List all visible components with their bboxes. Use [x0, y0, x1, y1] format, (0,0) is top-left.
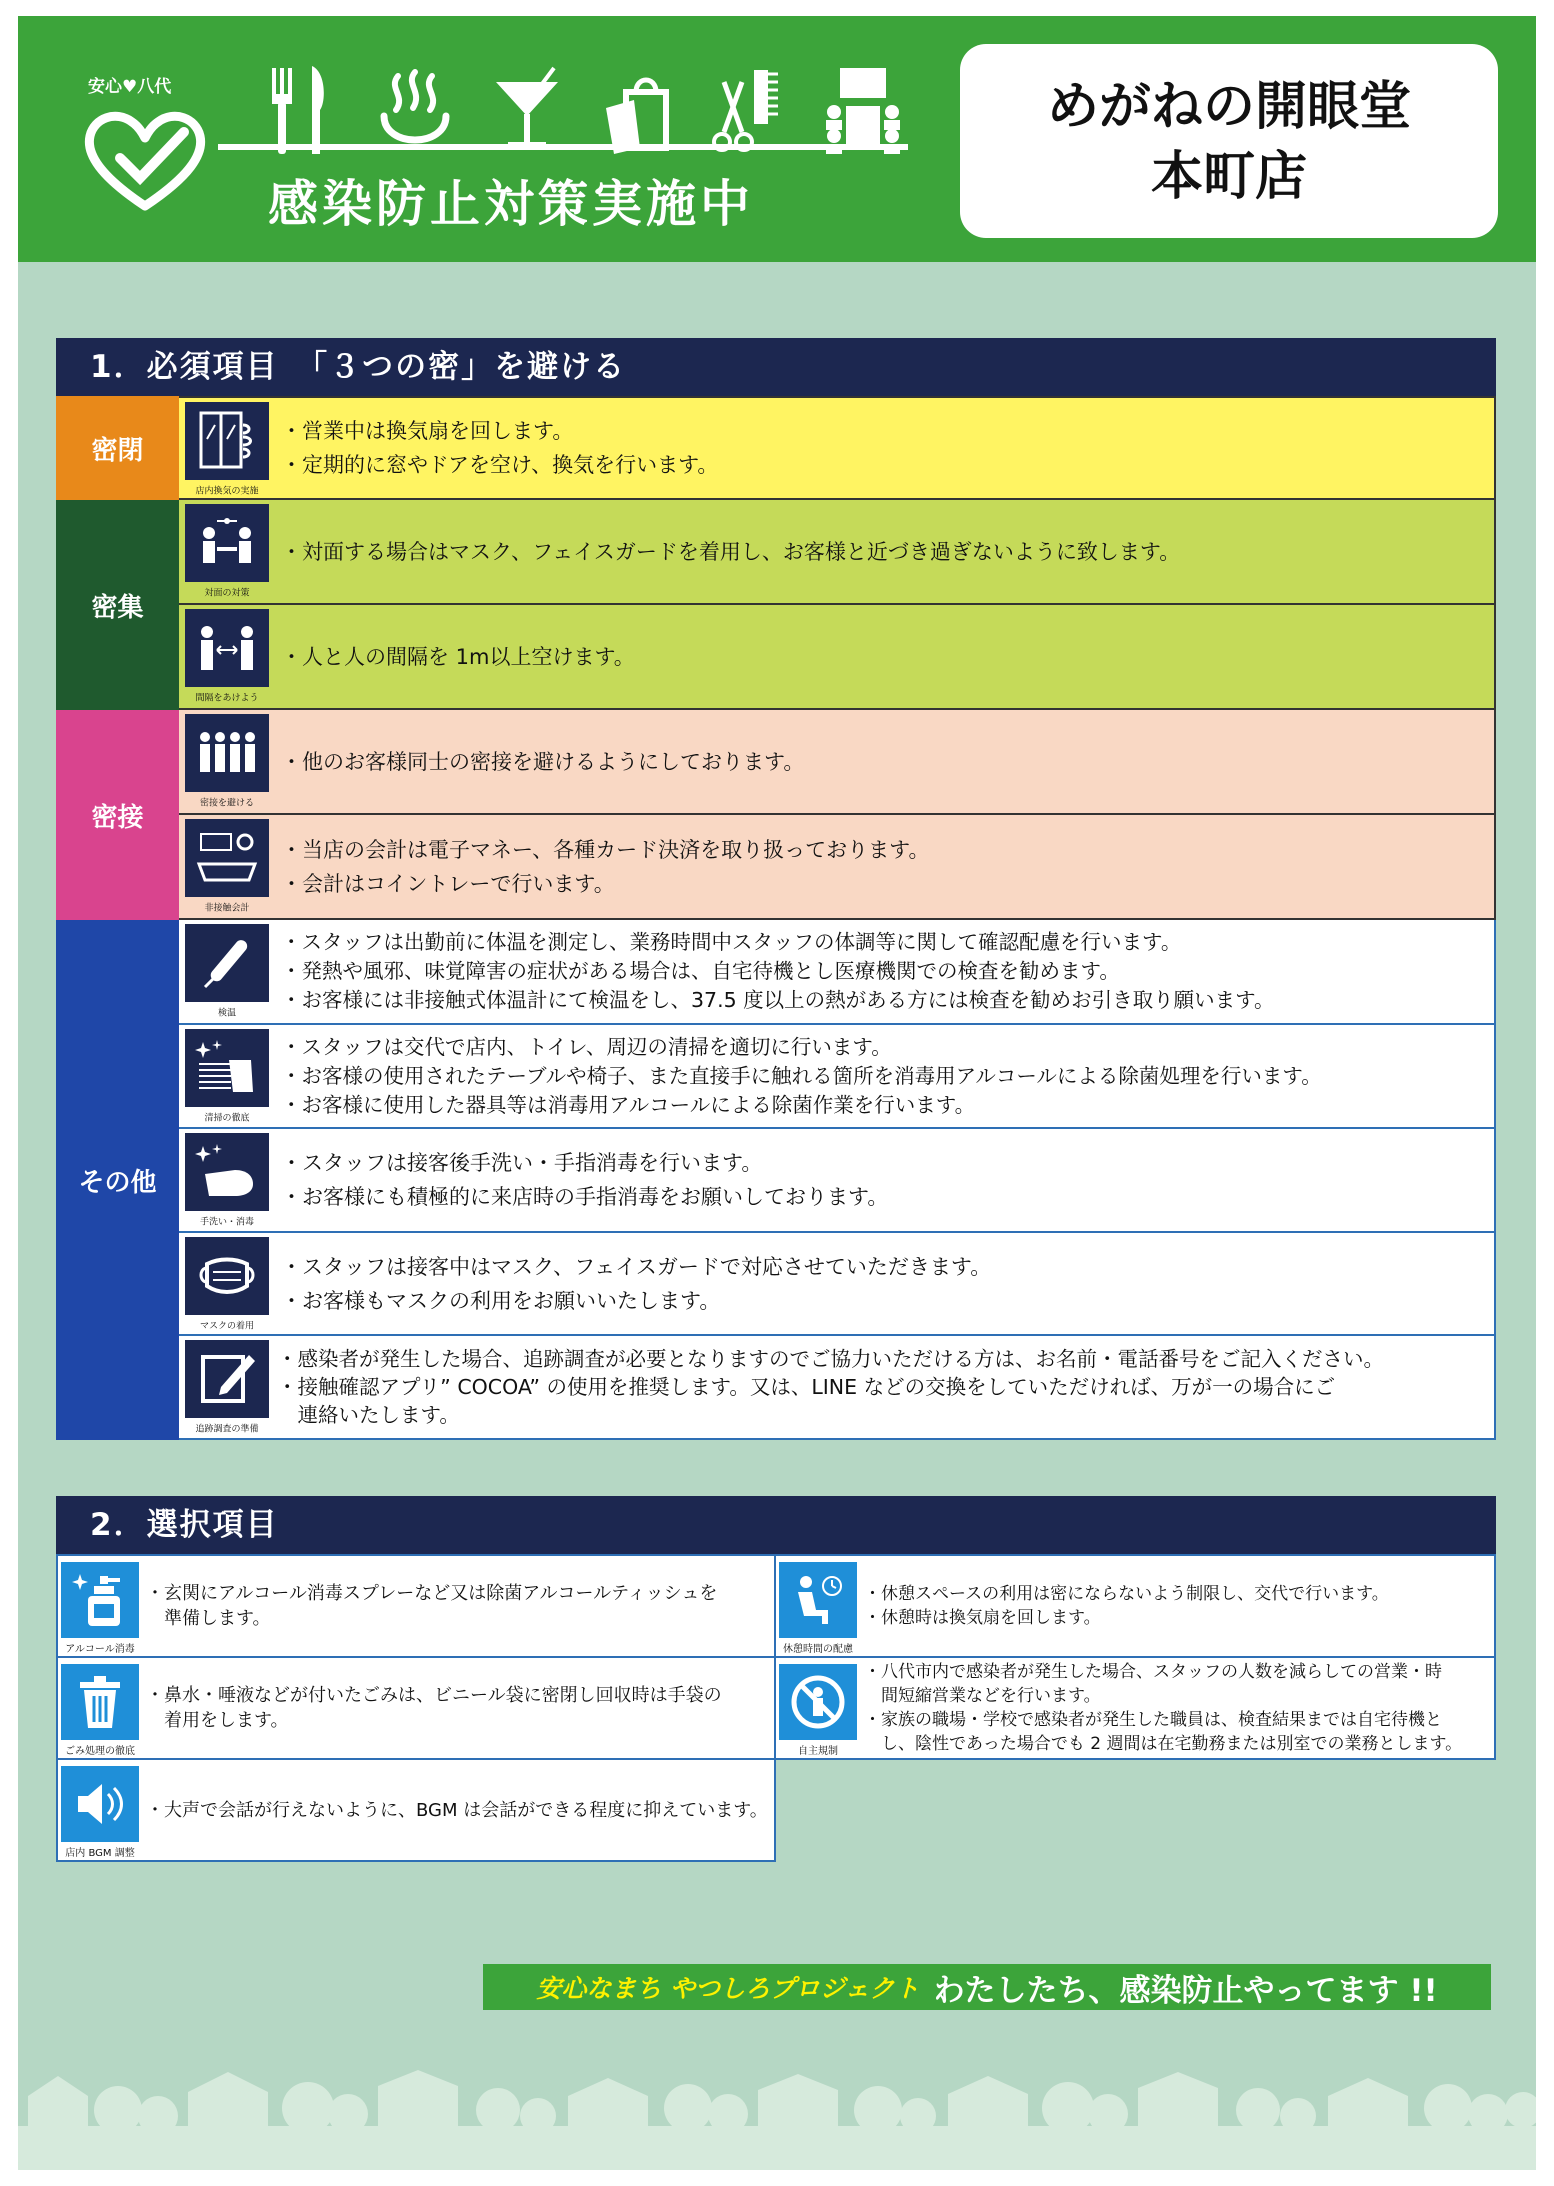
speaker-icon: [70, 1774, 130, 1834]
row-line: ・お客様の使用されたテーブルや椅子、また直接手に触れる箇所を消毒用アルコールによる除菌処理を行います。: [281, 1063, 1322, 1088]
item-line: ・休憩時は換気扇を回します。: [864, 1608, 1101, 1628]
item-line: 間短縮営業などを行います。: [864, 1686, 1101, 1706]
store-name: めがねの開眼堂: [1046, 77, 1411, 137]
town-skyline-decoration: [18, 2066, 1536, 2170]
table-row: [179, 1233, 1496, 1336]
category-contact: 密接: [56, 710, 179, 920]
list-item: [56, 1656, 776, 1760]
row-line: ・スタッフは接客後手洗い・手指消毒を行います。: [281, 1151, 763, 1175]
face-to-face-icon: [195, 511, 259, 575]
table-row: [179, 815, 1496, 920]
list-item: [56, 1554, 776, 1658]
cleaning-icon: [195, 1036, 259, 1100]
icon-caption: 店内 BGM 調整: [65, 1848, 135, 1859]
table-row: [179, 1336, 1496, 1440]
row-line: ・スタッフは交代で店内、トイレ、周辺の清掃を適切に行います。: [281, 1034, 892, 1059]
icon-caption: アルコール消毒: [65, 1644, 135, 1655]
self-restraint-icon: [788, 1672, 848, 1732]
icon-caption: 店内換気の実施: [195, 486, 259, 497]
table-row: [179, 500, 1496, 605]
list-item: [56, 1758, 776, 1862]
item-line: ・休憩スペースの利用は密にならないよう制限し、交代で行います。: [864, 1584, 1389, 1604]
icon-caption: 密接を避ける: [200, 798, 254, 809]
campaign-title: 感染防止対策実施中: [268, 175, 754, 233]
table-row: [179, 1129, 1496, 1233]
section1-title: 1．必須項目 「３つの密」を避ける: [56, 338, 1496, 396]
category-ventilation: 密閉: [56, 396, 179, 500]
header-banner: [18, 16, 1536, 262]
row-line: ・人と人の間隔を 1m以上空けます。: [281, 644, 635, 669]
row-line: ・スタッフは接客中はマスク、フェイスガードで対応させていただきます。: [281, 1254, 992, 1279]
icon-caption: 休憩時間の配慮: [783, 1644, 853, 1655]
row-line: ・対面する場合はマスク、フェイスガードを着用し、お客様と近づき過ぎないように致します。: [281, 539, 1181, 564]
header-divider: [218, 144, 908, 150]
tracking-form-icon: [195, 1347, 259, 1411]
icon-caption: 間隔をあけよう: [195, 693, 259, 704]
project-name: 安心なまち やつしろプロジェクト: [536, 1974, 920, 2003]
logo-text: 安心♥八代: [88, 77, 172, 97]
break-room-icon: [788, 1570, 848, 1630]
section2-title: 2．選択項目: [56, 1496, 1496, 1554]
row-line: ・会計はコイントレーで行います。: [281, 871, 615, 896]
table-row: [179, 396, 1496, 500]
ventilation-icon: [195, 409, 259, 473]
mask-icon: [195, 1244, 259, 1308]
icon-caption: 検温: [218, 1008, 236, 1019]
row-line: ・当店の会計は電子マネー、各種カード決済を取り扱っております。: [281, 837, 930, 862]
row-line: ・他のお客様同士の密接を避けるようにしております。: [281, 749, 805, 774]
list-item: [774, 1656, 1496, 1760]
avoid-crowd-icon: [195, 721, 259, 785]
item-line: し、陰性であった場合でも 2 週間は在宅勤務または別室での業務とします。: [864, 1734, 1463, 1754]
row-line: ・接触確認アプリ” COCOA” の使用を推奨します。又は、LINE などの交換をしていただければ、万が一の場合にご: [277, 1375, 1336, 1399]
item-line: ・大声で会話が行えないように、BGM は会話ができる程度に抑えています。: [146, 1799, 768, 1821]
category-crowding: 密集: [56, 500, 179, 710]
row-line: ・お客様もマスクの利用をお願いいたします。: [281, 1288, 721, 1313]
row-line: ・発熱や風邪、味覚障害の症状がある場合は、自宅待機とし医療機関での検査を勧めます。: [281, 959, 1120, 983]
row-line: ・感染者が発生した場合、追跡調査が必要となりますのでご協力いただける方は、お名前・電話番号をご記入ください。: [277, 1347, 1384, 1371]
notice-page: [18, 16, 1536, 2170]
slogan-text: わたしたち、感染防止やってます !!: [933, 1972, 1438, 2009]
table-row: [179, 920, 1496, 1025]
icon-caption: 手洗い・消毒: [200, 1217, 254, 1228]
icon-caption: ごみ処理の徹底: [65, 1746, 135, 1757]
icon-caption: 自主規制: [798, 1746, 838, 1757]
row-line: ・お客様に使用した器具等は消毒用アルコールによる除菌作業を行います。: [281, 1092, 976, 1117]
item-line: 着用をします。: [146, 1710, 289, 1731]
row-line: ・営業中は換気扇を回します。: [281, 419, 574, 443]
list-item: [774, 1554, 1496, 1658]
store-name-card: [960, 44, 1498, 238]
hand-wash-icon: [195, 1140, 259, 1204]
icon-caption: 非接触会計: [204, 903, 250, 914]
item-line: ・鼻水・唾液などが付いたごみは、ビニール袋に密閉し回収時は手袋の: [146, 1685, 722, 1706]
item-line: ・八代市内で感染者が発生した場合、スタッフの人数を減らしての営業・時: [864, 1662, 1442, 1682]
table-row: [179, 1025, 1496, 1129]
item-line: 準備します。: [146, 1608, 271, 1629]
trash-can-icon: [70, 1672, 130, 1732]
item-line: ・玄関にアルコール消毒スプレーなど又は除菌アルコールティッシュを: [146, 1583, 718, 1604]
cashless-icon: [195, 826, 259, 890]
row-line: ・お客様にも積極的に来店時の手指消毒をお願いしております。: [281, 1185, 889, 1209]
row-line: ・お客様には非接触式体温計にて検温をし、37.5 度以上の熱がある方には検査を勧めお引き取り願います。: [281, 988, 1275, 1012]
slogan-banner: [483, 1964, 1491, 2010]
row-line: 連絡いたします。: [277, 1403, 460, 1427]
icon-caption: 対面の対策: [204, 588, 250, 599]
icon-caption: 追跡調査の準備: [195, 1424, 259, 1435]
icon-caption: 清掃の徹底: [204, 1113, 250, 1124]
table-row: [179, 605, 1496, 710]
row-line: ・定期的に窓やドアを空け、換気を行います。: [281, 453, 719, 477]
row-line: ・スタッフは出勤前に体温を測定し、業務時間中スタッフの体調等に関して確認配慮を行います。: [281, 930, 1182, 954]
distance-icon: [195, 616, 259, 680]
store-branch: 本町店: [1150, 147, 1307, 207]
category-other: その他: [56, 920, 179, 1440]
alcohol-spray-icon: [70, 1570, 130, 1630]
table-row: [179, 710, 1496, 815]
item-line: ・家族の職場・学校で感染者が発生した職員は、検査結果までは自宅待機と: [864, 1710, 1442, 1730]
heart-check-logo-icon: [80, 106, 210, 216]
icon-caption: マスクの着用: [200, 1321, 254, 1332]
thermometer-icon: [195, 931, 259, 995]
